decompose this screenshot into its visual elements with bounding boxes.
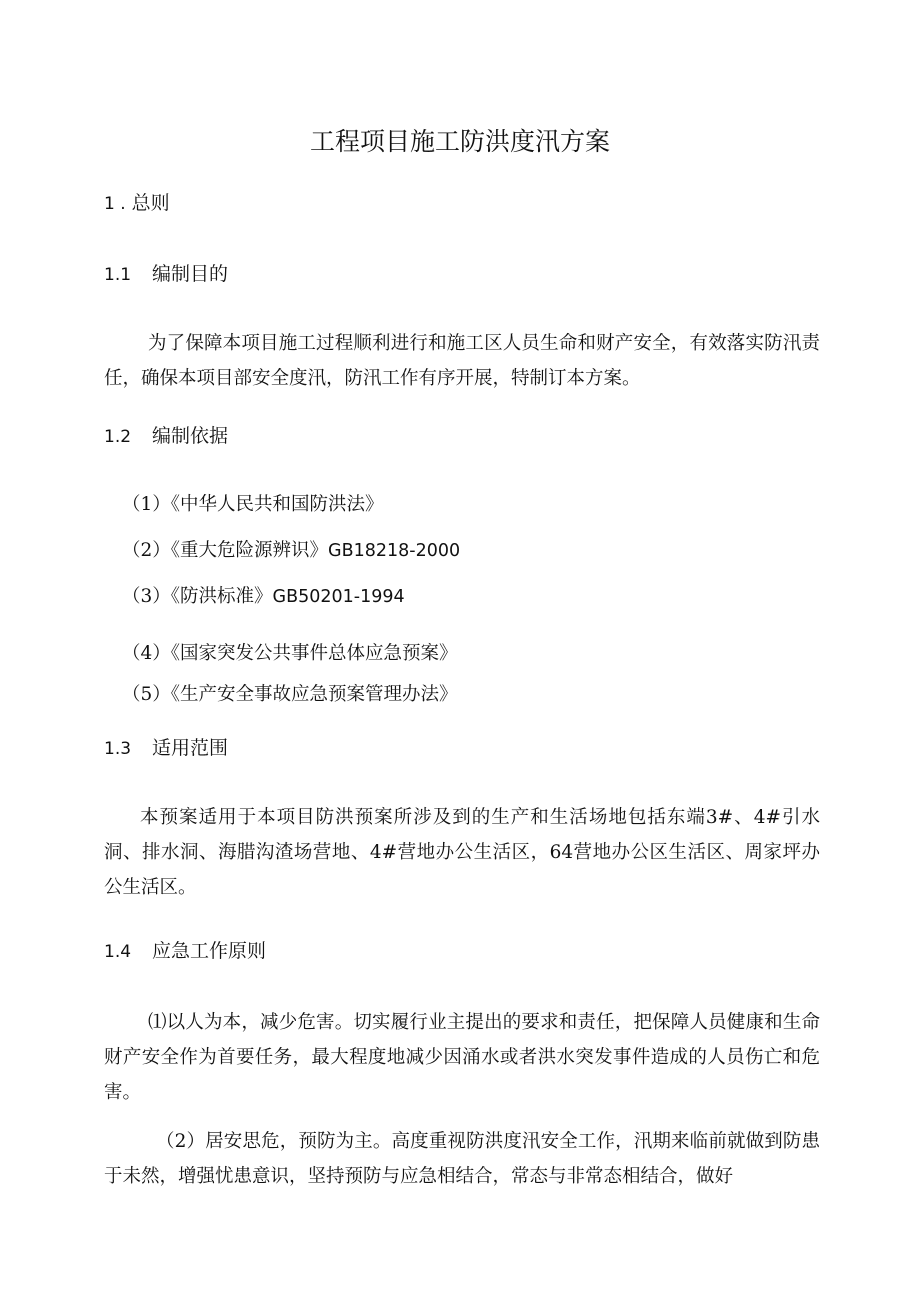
- reference-item: [122, 680, 458, 710]
- section-1-3-heading: [104, 732, 228, 765]
- principle-paragraph: ⑴以人为本，减少危害。切实履行业主提出的要求和责任，把保障人员健康和生命财产安全作为首要任务，最大程度地减少因涌水或者洪水突发事件造成的人员伤亡和危害。: [104, 1012, 820, 1103]
- reference-code: GB18218-2000: [328, 541, 461, 561]
- section-number: 1 .: [104, 194, 126, 214]
- section-number: 1.1: [104, 265, 132, 285]
- reference-item: [122, 490, 384, 520]
- reference-item: [122, 536, 460, 566]
- section-label: 总则: [131, 192, 170, 214]
- section-number: 1.4: [104, 942, 132, 962]
- reference-title: 《中华人民共和国防洪法》: [170, 494, 384, 515]
- section-1-heading: [104, 187, 170, 220]
- reference-code: GB50201-1994: [272, 587, 405, 607]
- document-title: 工程项目施工防洪度汛方案: [309, 127, 610, 156]
- principle-paragraph: （2）居安思危，预防为主。高度重视防洪度汛安全工作，汛期来临前就做到防患于未然，增强忧患意识，坚持预防与应急相结合，常态与非常态相结合，做好: [104, 1131, 820, 1187]
- section-1-1-heading: [104, 258, 228, 291]
- section-label: 编制目的: [152, 263, 229, 285]
- reference-title: 《国家突发公共事件总体应急预案》: [170, 643, 458, 664]
- section-number: 1.2: [104, 427, 132, 447]
- section-label: 应急工作原则: [152, 940, 267, 962]
- purpose-paragraph: 为了保障本项目施工过程顺利进行和施工区人员生命和财产安全，有效落实防汛责任，确保本项目部安全度汛，防汛工作有序开展，特制订本方案。: [104, 333, 820, 389]
- reference-marker: （1）: [122, 494, 171, 515]
- reference-marker: （4）: [122, 643, 171, 664]
- reference-marker: （3）: [122, 586, 171, 607]
- reference-marker: （2）: [122, 540, 171, 561]
- section-label: 适用范围: [152, 737, 229, 759]
- reference-item: [122, 582, 405, 612]
- section-1-2-heading: [104, 420, 228, 453]
- section-label: 编制依据: [152, 425, 229, 447]
- reference-title: 《生产安全事故应急预案管理办法》: [170, 684, 458, 705]
- section-1-4-heading: [104, 935, 266, 968]
- reference-title: 《重大危险源辨识》: [170, 540, 329, 561]
- reference-title: 《防洪标准》: [170, 586, 273, 607]
- scope-paragraph: 本预案适用于本项目防洪预案所涉及到的生产和生活场地包括东端3#、4#引水洞、排水洞、海腊沟渣场营地、4#营地办公生活区，64营地办公区生活区、周家坪办公生活区。: [104, 807, 820, 898]
- reference-item: [122, 639, 458, 669]
- section-number: 1.3: [104, 739, 132, 759]
- reference-marker: （5）: [122, 684, 171, 705]
